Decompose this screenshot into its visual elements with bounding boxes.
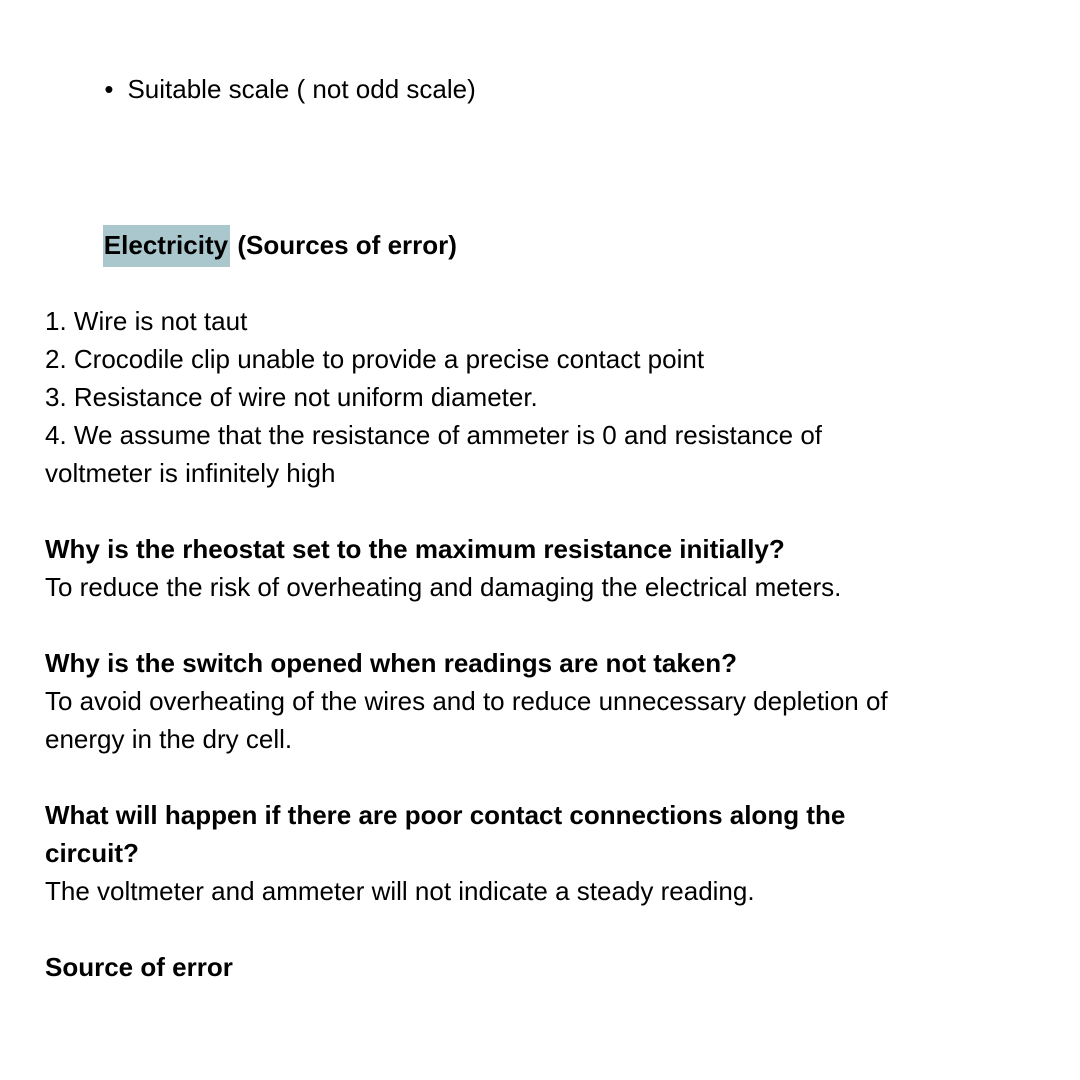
bullet-line bbox=[0, 32, 1080, 146]
electricity-section bbox=[45, 188, 1040, 492]
question-line: What will happen if there are poor contact connections along the bbox=[45, 800, 846, 830]
qa-block-rheostat bbox=[45, 530, 1040, 606]
error-list-item-4-wrap: voltmeter is infinitely high bbox=[45, 458, 336, 488]
footer-heading-text: Source of error bbox=[45, 952, 233, 982]
answer-line: The voltmeter and ammeter will not indicate a steady reading. bbox=[45, 876, 755, 906]
answer-line: To reduce the risk of overheating and damaging the electrical meters. bbox=[45, 572, 842, 602]
question-line: Why is the rheostat set to the maximum resistance initially? bbox=[45, 534, 785, 564]
section-heading-electricity bbox=[45, 188, 1040, 302]
question-line: Why is the switch opened when readings are not taken? bbox=[45, 648, 738, 678]
answer-line: energy in the dry cell. bbox=[45, 724, 293, 754]
highlighted-text: Electricity bbox=[103, 225, 230, 267]
qa-block-switch bbox=[45, 644, 1040, 758]
clipped-bullet-line bbox=[0, 50, 1080, 104]
error-list-item-4: 4. We assume that the resistance of ammeter is 0 and resistance of bbox=[45, 420, 823, 450]
error-list-item-1: 1. Wire is not taut bbox=[45, 306, 248, 336]
question-line-wrap: circuit? bbox=[45, 838, 139, 868]
section-heading-rest: (Sources of error) bbox=[230, 230, 457, 260]
subheading-source-of-error bbox=[45, 948, 1040, 986]
error-list-item-2: 2. Crocodile clip unable to provide a precise contact point bbox=[45, 344, 705, 374]
qa-block-poor-contact bbox=[45, 796, 1040, 910]
bullet-marker-icon: • bbox=[104, 74, 114, 104]
bullet-line-text: Suitable scale ( not odd scale) bbox=[127, 74, 476, 104]
error-list-item-3: 3. Resistance of wire not uniform diameter. bbox=[45, 382, 538, 412]
document-content bbox=[45, 188, 1040, 1024]
answer-line: To avoid overheating of the wires and to reduce unnecessary depletion of bbox=[45, 686, 888, 716]
